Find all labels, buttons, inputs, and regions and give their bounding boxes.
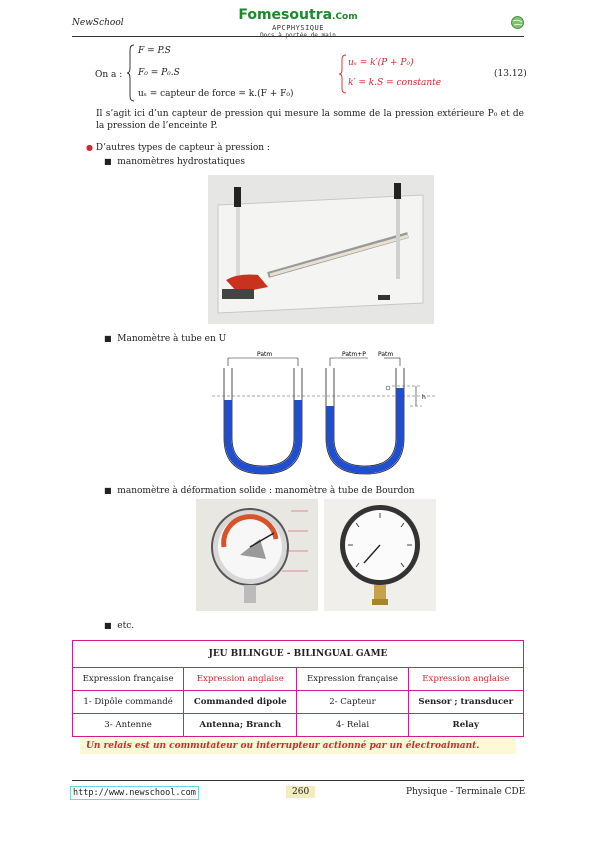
bullet-icon: ●: [86, 143, 93, 152]
list-item-label: Manomètre à tube en U: [117, 334, 227, 344]
list-item-etc: [104, 621, 134, 631]
logo-subtitle: APCPHYSIQUE: [272, 24, 324, 32]
equation-intro: On a :: [95, 70, 123, 80]
header-rule: [72, 36, 524, 37]
logo-main: Fomesoutra: [238, 7, 333, 23]
red-equation-1: uₛ = k′(P + P₀): [348, 58, 414, 68]
cell-en: Antenna; Branch: [184, 714, 297, 737]
table-row: [73, 714, 524, 737]
equation-number: (13.12): [494, 69, 527, 79]
equation-line-3: uₛ = capteur de force = k.(F + F₀): [138, 89, 294, 99]
paragraph: Il s’agit ici d’un capteur de pression qui mesure la somme de la pression extérieure P₀ et de la pression de l’enceinte P.: [96, 109, 524, 131]
game-note: Un relais est un commutateur ou interrupteur actionné par un électroaimant.: [80, 738, 516, 754]
diagram-label-patm-left: Patm: [257, 351, 273, 358]
square-bullet-icon: ■: [104, 157, 112, 166]
right-brace: [338, 54, 348, 94]
diagram-label-h: h: [422, 394, 426, 401]
equation-line-1: F = P.S: [138, 46, 171, 56]
cell-en: Sensor ; transducer: [408, 691, 523, 714]
cell-en: Commanded dipole: [184, 691, 297, 714]
left-brace: [126, 44, 136, 102]
equation-line-2: F₀ = P₀.S: [138, 68, 180, 78]
square-bullet-icon: ■: [104, 621, 112, 630]
square-bullet-icon: ■: [104, 486, 112, 495]
site-logo: [238, 8, 358, 39]
bullet-item: [86, 143, 270, 153]
header-en-1: Expression anglaise: [184, 668, 297, 691]
cell-fr: 2- Capteur: [297, 691, 408, 714]
hydrostatic-manometer-photo: [208, 175, 434, 324]
header-en-2: Expression anglaise: [408, 668, 523, 691]
cell-en: Relay: [408, 714, 523, 737]
list-item-label: manomètres hydrostatiques: [117, 157, 245, 167]
list-item-u-tube: [104, 334, 226, 344]
table-header-row: [73, 668, 524, 691]
table-title: JEU BILINGUE - BILINGUAL GAME: [73, 641, 524, 668]
bilingual-game-table: [72, 640, 524, 737]
logo-suffix: .Com: [332, 12, 358, 22]
list-item-bourdon: [104, 486, 415, 496]
cell-fr: 3- Antenne: [73, 714, 184, 737]
page-number: 260: [286, 786, 315, 798]
footer-rule: [72, 780, 524, 781]
logo-tagline: Docs à portée de main: [260, 32, 336, 39]
footer-link[interactable]: http://www.newschool.com: [70, 786, 199, 800]
diagram-label-patm-plus-p: Patm+P: [342, 351, 366, 358]
globe-icon: [511, 16, 524, 29]
cell-fr: 1- Dipôle commandé: [73, 691, 184, 714]
bullet-text: D’autres types de capteur à pression :: [95, 143, 270, 153]
u-tube-diagram: [212, 348, 436, 478]
bourdon-gauge-photo: [196, 499, 436, 611]
footer-subject: Physique - Terminale CDE: [406, 787, 526, 797]
cell-fr: 4- Relai: [297, 714, 408, 737]
table-row: [73, 691, 524, 714]
header-fr-1: Expression française: [73, 668, 184, 691]
square-bullet-icon: ■: [104, 334, 112, 343]
list-item-label: manomètre à déformation solide : manomètre à tube de Bourdon: [117, 486, 415, 496]
header-brand: NewSchool: [72, 18, 124, 28]
list-item-label: etc.: [117, 621, 135, 631]
diagram-label-patm-right: Patm: [378, 351, 394, 358]
red-equation-2: k′ = k.S = constante: [348, 78, 442, 88]
header-fr-2: Expression française: [297, 668, 408, 691]
list-item-hydrostatic: [104, 157, 245, 167]
